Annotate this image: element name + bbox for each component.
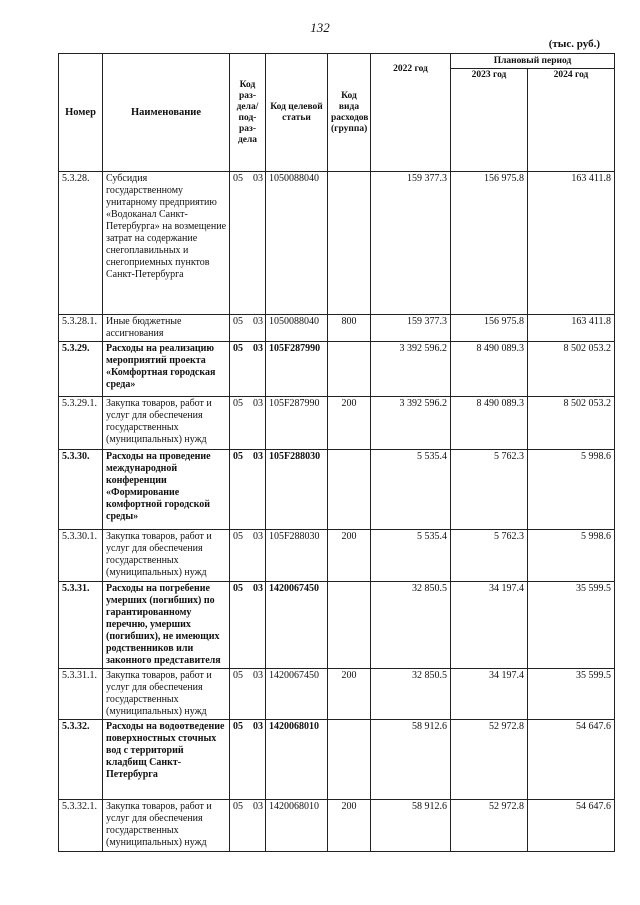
row-number: 5.3.29.1. bbox=[59, 397, 103, 450]
row-name: Иные бюджетные ассигнования bbox=[103, 315, 230, 342]
section-code: 05 bbox=[233, 173, 243, 184]
row-name: Закупка товаров, работ и услуг для обеспечения государственных (муниципальных) нужд bbox=[103, 669, 230, 720]
subsection-code: 03 bbox=[253, 670, 263, 681]
row-2023: 8 490 089.3 bbox=[451, 397, 528, 450]
row-2024: 163 411.8 bbox=[528, 315, 615, 342]
row-2022: 58 912.6 bbox=[371, 720, 451, 800]
subsection-code: 03 bbox=[253, 343, 263, 354]
table-row bbox=[59, 582, 615, 669]
table-row bbox=[59, 720, 615, 800]
header-planned: Плановый период bbox=[451, 54, 615, 69]
row-section bbox=[230, 669, 266, 720]
row-2022: 159 377.3 bbox=[371, 172, 451, 315]
row-2023: 156 975.8 bbox=[451, 172, 528, 315]
subsection-code: 03 bbox=[253, 531, 263, 542]
subsection-code: 03 bbox=[253, 801, 263, 812]
row-2023: 34 197.4 bbox=[451, 582, 528, 669]
row-expense-type: 200 bbox=[328, 800, 371, 852]
header-section: Код раз-дела/ под-раз-дела bbox=[230, 54, 266, 172]
row-section bbox=[230, 530, 266, 582]
row-2024: 54 647.6 bbox=[528, 800, 615, 852]
row-expense-type bbox=[328, 450, 371, 530]
table-row bbox=[59, 315, 615, 342]
table-row bbox=[59, 669, 615, 720]
row-number: 5.3.31.1. bbox=[59, 669, 103, 720]
row-section bbox=[230, 315, 266, 342]
subsection-code: 03 bbox=[253, 583, 263, 594]
row-2024: 35 599.5 bbox=[528, 669, 615, 720]
row-section bbox=[230, 582, 266, 669]
row-2023: 34 197.4 bbox=[451, 669, 528, 720]
row-number: 5.3.30.1. bbox=[59, 530, 103, 582]
table-row bbox=[59, 342, 615, 397]
section-code: 05 bbox=[233, 721, 243, 732]
row-2024: 35 599.5 bbox=[528, 582, 615, 669]
row-expense-type: 200 bbox=[328, 669, 371, 720]
row-section bbox=[230, 397, 266, 450]
row-section bbox=[230, 720, 266, 800]
section-code: 05 bbox=[233, 670, 243, 681]
row-2024: 8 502 053.2 bbox=[528, 397, 615, 450]
row-name: Закупка товаров, работ и услуг для обеспечения государственных (муниципальных) нужд bbox=[103, 530, 230, 582]
row-2024: 163 411.8 bbox=[528, 172, 615, 315]
row-name: Закупка товаров, работ и услуг для обеспечения государственных (муниципальных) нужд bbox=[103, 800, 230, 852]
row-section bbox=[230, 342, 266, 397]
row-name: Расходы на водоотведение поверхностных сточных вод с территорий кладбищ Санкт-Петербурга bbox=[103, 720, 230, 800]
row-target: 1420068010 bbox=[266, 720, 328, 800]
header-expense-type: Код вида расходов (группа) bbox=[328, 54, 371, 172]
row-target: 105F288030 bbox=[266, 450, 328, 530]
row-number: 5.3.28. bbox=[59, 172, 103, 315]
row-2024: 5 998.6 bbox=[528, 530, 615, 582]
row-name: Расходы на погребение умерших (погибших) по гарантированному перечню, умерших (погибших), не имеющих родственников или законного представителя bbox=[103, 582, 230, 669]
row-2023: 52 972.8 bbox=[451, 720, 528, 800]
row-number: 5.3.31. bbox=[59, 582, 103, 669]
row-expense-type bbox=[328, 582, 371, 669]
subsection-code: 03 bbox=[253, 451, 263, 462]
section-code: 05 bbox=[233, 531, 243, 542]
row-expense-type: 200 bbox=[328, 397, 371, 450]
header-name: Наименование bbox=[103, 54, 230, 172]
row-target: 1420067450 bbox=[266, 669, 328, 720]
section-code: 05 bbox=[233, 316, 243, 327]
row-2024: 8 502 053.2 bbox=[528, 342, 615, 397]
section-code: 05 bbox=[233, 451, 243, 462]
table-row bbox=[59, 530, 615, 582]
row-2022: 5 535.4 bbox=[371, 530, 451, 582]
table-row bbox=[59, 397, 615, 450]
row-target: 1050088040 bbox=[266, 172, 328, 315]
row-target: 1420068010 bbox=[266, 800, 328, 852]
header-2024: 2024 год bbox=[528, 69, 615, 172]
row-expense-type bbox=[328, 172, 371, 315]
row-2023: 52 972.8 bbox=[451, 800, 528, 852]
row-2023: 5 762.3 bbox=[451, 530, 528, 582]
row-2022: 58 912.6 bbox=[371, 800, 451, 852]
row-2024: 54 647.6 bbox=[528, 720, 615, 800]
row-expense-type bbox=[328, 342, 371, 397]
table-row bbox=[59, 450, 615, 530]
table-row bbox=[59, 172, 615, 315]
row-number: 5.3.29. bbox=[59, 342, 103, 397]
row-2022: 32 850.5 bbox=[371, 582, 451, 669]
row-name: Субсидия государственному унитарному предприятию «Водоканал Санкт-Петербурга» на возмещение затрат на содержание снегоплавильных и снегоприемных пунктов Санкт-Петербурга bbox=[103, 172, 230, 315]
row-number: 5.3.28.1. bbox=[59, 315, 103, 342]
row-2024: 5 998.6 bbox=[528, 450, 615, 530]
row-name: Закупка товаров, работ и услуг для обеспечения государственных (муниципальных) нужд bbox=[103, 397, 230, 450]
row-2022: 3 392 596.2 bbox=[371, 342, 451, 397]
subsection-code: 03 bbox=[253, 173, 263, 184]
row-number: 5.3.32. bbox=[59, 720, 103, 800]
row-target: 105F287990 bbox=[266, 342, 328, 397]
row-target: 1420067450 bbox=[266, 582, 328, 669]
table-row bbox=[59, 800, 615, 852]
row-name: Расходы на проведение международной конференции «Формирование комфортной городской среды» bbox=[103, 450, 230, 530]
row-2023: 8 490 089.3 bbox=[451, 342, 528, 397]
row-expense-type: 200 bbox=[328, 530, 371, 582]
section-code: 05 bbox=[233, 801, 243, 812]
header-number: Номер bbox=[59, 54, 103, 172]
row-section bbox=[230, 450, 266, 530]
row-2023: 156 975.8 bbox=[451, 315, 528, 342]
subsection-code: 03 bbox=[253, 398, 263, 409]
budget-table bbox=[58, 53, 615, 852]
row-number: 5.3.32.1. bbox=[59, 800, 103, 852]
row-target: 1050088040 bbox=[266, 315, 328, 342]
row-expense-type bbox=[328, 720, 371, 800]
subsection-code: 03 bbox=[253, 316, 263, 327]
row-expense-type: 800 bbox=[328, 315, 371, 342]
header-target: Код целевой статьи bbox=[266, 54, 328, 172]
page-number: 132 bbox=[310, 20, 330, 35]
row-target: 105F288030 bbox=[266, 530, 328, 582]
section-code: 05 bbox=[233, 398, 243, 409]
header-2023: 2023 год bbox=[451, 69, 528, 172]
row-2022: 3 392 596.2 bbox=[371, 397, 451, 450]
row-2022: 5 535.4 bbox=[371, 450, 451, 530]
row-section bbox=[230, 800, 266, 852]
header-2022: 2022 год bbox=[371, 54, 451, 172]
row-name: Расходы на реализацию мероприятий проекта «Комфортная городская среда» bbox=[103, 342, 230, 397]
row-2022: 32 850.5 bbox=[371, 669, 451, 720]
row-number: 5.3.30. bbox=[59, 450, 103, 530]
row-2022: 159 377.3 bbox=[371, 315, 451, 342]
row-2023: 5 762.3 bbox=[451, 450, 528, 530]
units-label: (тыс. руб.) bbox=[548, 38, 600, 50]
section-code: 05 bbox=[233, 343, 243, 354]
subsection-code: 03 bbox=[253, 721, 263, 732]
row-section bbox=[230, 172, 266, 315]
row-target: 105F287990 bbox=[266, 397, 328, 450]
section-code: 05 bbox=[233, 583, 243, 594]
table-body bbox=[59, 172, 615, 852]
